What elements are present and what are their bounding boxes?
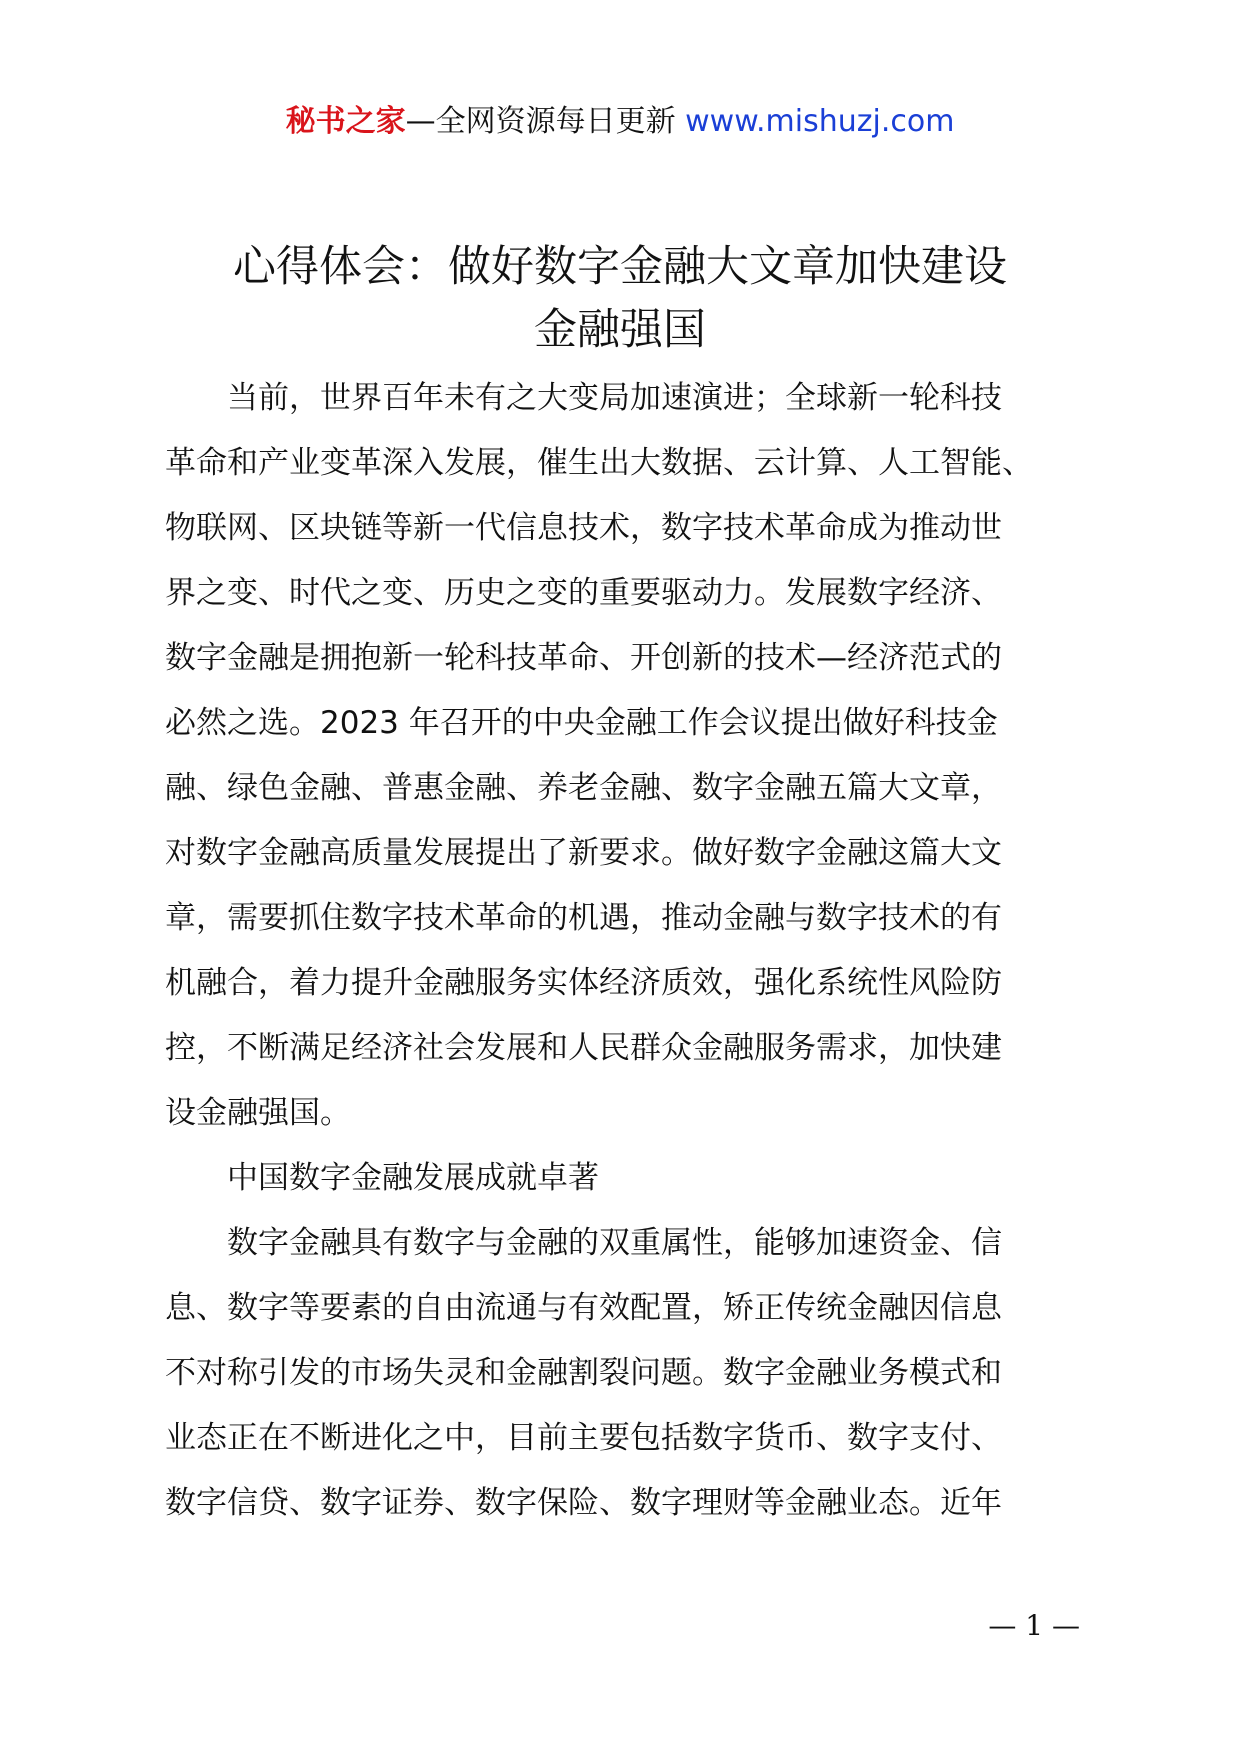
body-line: 业态正在不断进化之中，目前主要包括数字货币、数字支付、 [165,1420,1002,1456]
site-header [0,100,1240,144]
title-line-1: 心得体会：做好数字金融大文章加快建设 [233,242,1007,292]
body-line: 数字金融具有数字与金融的双重属性，能够加速资金、信 [165,1225,1002,1261]
title-line-2: 金融强国 [534,305,706,355]
body-line: 控，不断满足经济社会发展和人民群众金融服务需求，加快建 [165,1030,1002,1066]
body-line: 息、数字等要素的自由流通与有效配置，矫正传统金融因信息 [165,1290,1002,1326]
body-line: 融、绿色金融、普惠金融、养老金融、数字金融五篇大文章， [165,770,1002,806]
site-brand: 秘书之家 [285,104,406,139]
body-line: 机融合，着力提升金融服务实体经济质效，强化系统性风险防 [165,965,1002,1001]
body-line: 章，需要抓住数字技术革命的机遇，推动金融与数字技术的有 [165,900,1002,936]
section-heading: 中国数字金融发展成就卓著 [165,1160,599,1196]
body-line: 界之变、时代之变、历史之变的重要驱动力。发展数字经济、 [165,575,1002,611]
document-title [140,236,1100,362]
body-line: 革命和产业变革深入发展，催生出大数据、云计算、人工智能、 [165,445,1033,481]
body-line: 不对称引发的市场失灵和金融割裂问题。数字金融业务模式和 [165,1355,1002,1391]
site-tagline: —全网资源每日更新 [405,104,686,139]
body-line: 对数字金融高质量发展提出了新要求。做好数字金融这篇大文 [165,835,1002,871]
site-url: www.mishuzj.com [685,104,955,139]
body-line: 数字信贷、数字证券、数字保险、数字理财等金融业态。近年 [165,1485,1002,1521]
body-line: 数字金融是拥抱新一轮科技革命、开创新的技术—经济范式的 [165,640,1002,676]
body-line: 必然之选。2023 年召开的中央金融工作会议提出做好科技金 [165,705,998,741]
document-body [165,366,1100,1536]
body-line: 物联网、区块链等新一代信息技术，数字技术革命成为推动世 [165,510,1002,546]
body-line: 当前，世界百年未有之大变局加速演进；全球新一轮科技 [165,380,1002,416]
page-number: — 1 — [988,1609,1080,1642]
body-line: 设金融强国。 [165,1095,351,1131]
